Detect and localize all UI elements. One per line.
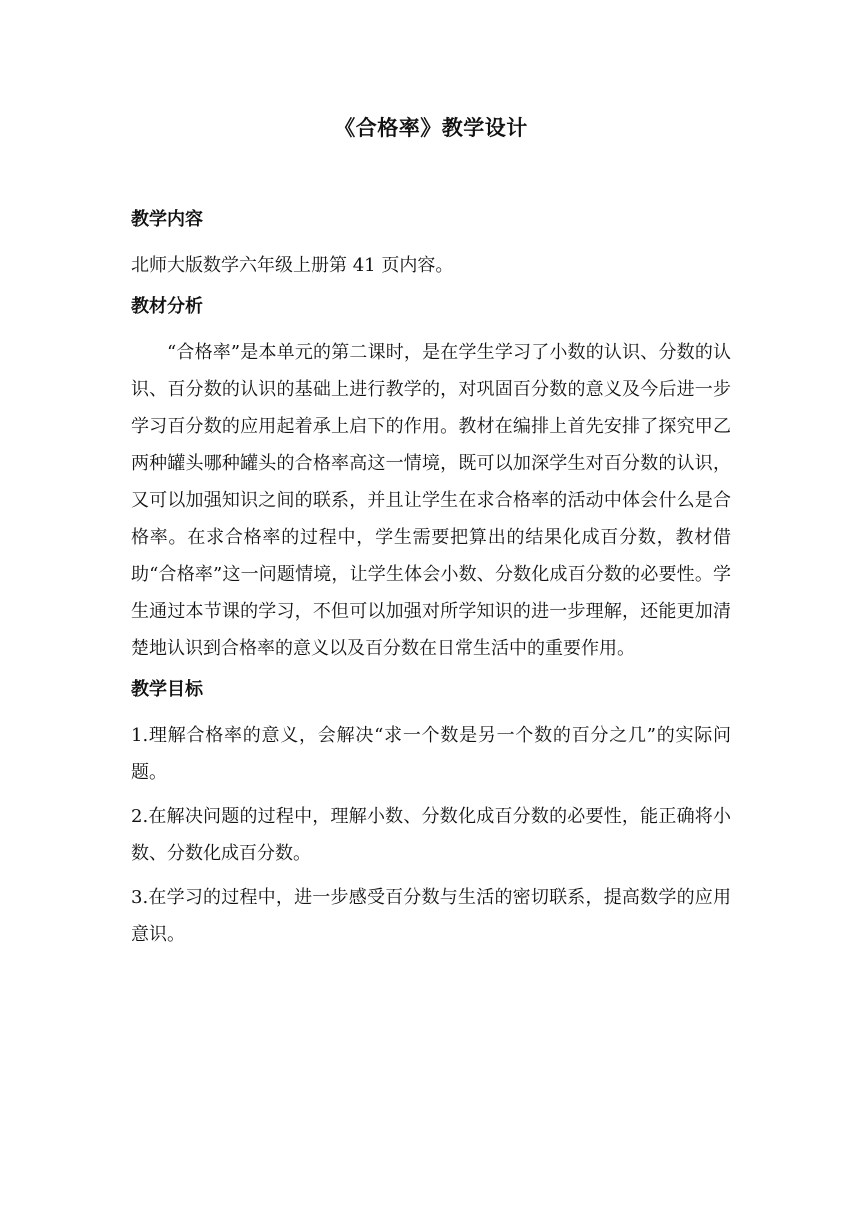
- section-textbook-analysis: [131, 291, 731, 667]
- section-heading: 教学目标: [131, 679, 203, 700]
- section-paragraph: “合格率”是本单元的第二课时，是在学生学习了小数的认识、分数的认识、百分数的认识的基础上进行教学的，对巩固百分数的意义及今后进一步学习百分数的应用起着承上启下的作用。教材在编排上首先安排了探究甲乙两种罐头哪种罐头的合格率高这一情境，既可以加深学生对百分数的认识，又可以加强知识之间的联系，并且让学生在求合格率的活动中体会什么是合格率。在求合格率的过程中，学生需要把算出的结果化成百分数，教材借助“合格率”这一问题情境，让学生体会小数、分数化成百分数的必要性。学生通过本节课的学习，不但可以加强对所学知识的进一步理解，还能更加清楚地认识到合格率的意义以及百分数在日常生活中的重要作用。: [131, 342, 731, 659]
- document-body: [131, 112, 731, 960]
- section-paragraph: 北师大版数学六年级上册第 41 页内容。: [131, 255, 454, 276]
- section-heading: 教学内容: [131, 209, 203, 230]
- goal-item: 3.在学习的过程中，进一步感受百分数与生活的密切联系，提高数学的应用意识。: [131, 887, 731, 945]
- goal-item: 1.理解合格率的意义，会解决“求一个数是另一个数的百分之几”的实际问题。: [131, 725, 731, 783]
- section-heading: 教材分析: [131, 296, 203, 317]
- section-teaching-content: [131, 204, 731, 284]
- section-teaching-goals: [131, 674, 731, 953]
- goal-item: 2.在解决问题的过程中，理解小数、分数化成百分数的必要性，能正确将小数、分数化成百分数。: [131, 806, 731, 864]
- document-title: 《合格率》教学设计: [334, 115, 528, 140]
